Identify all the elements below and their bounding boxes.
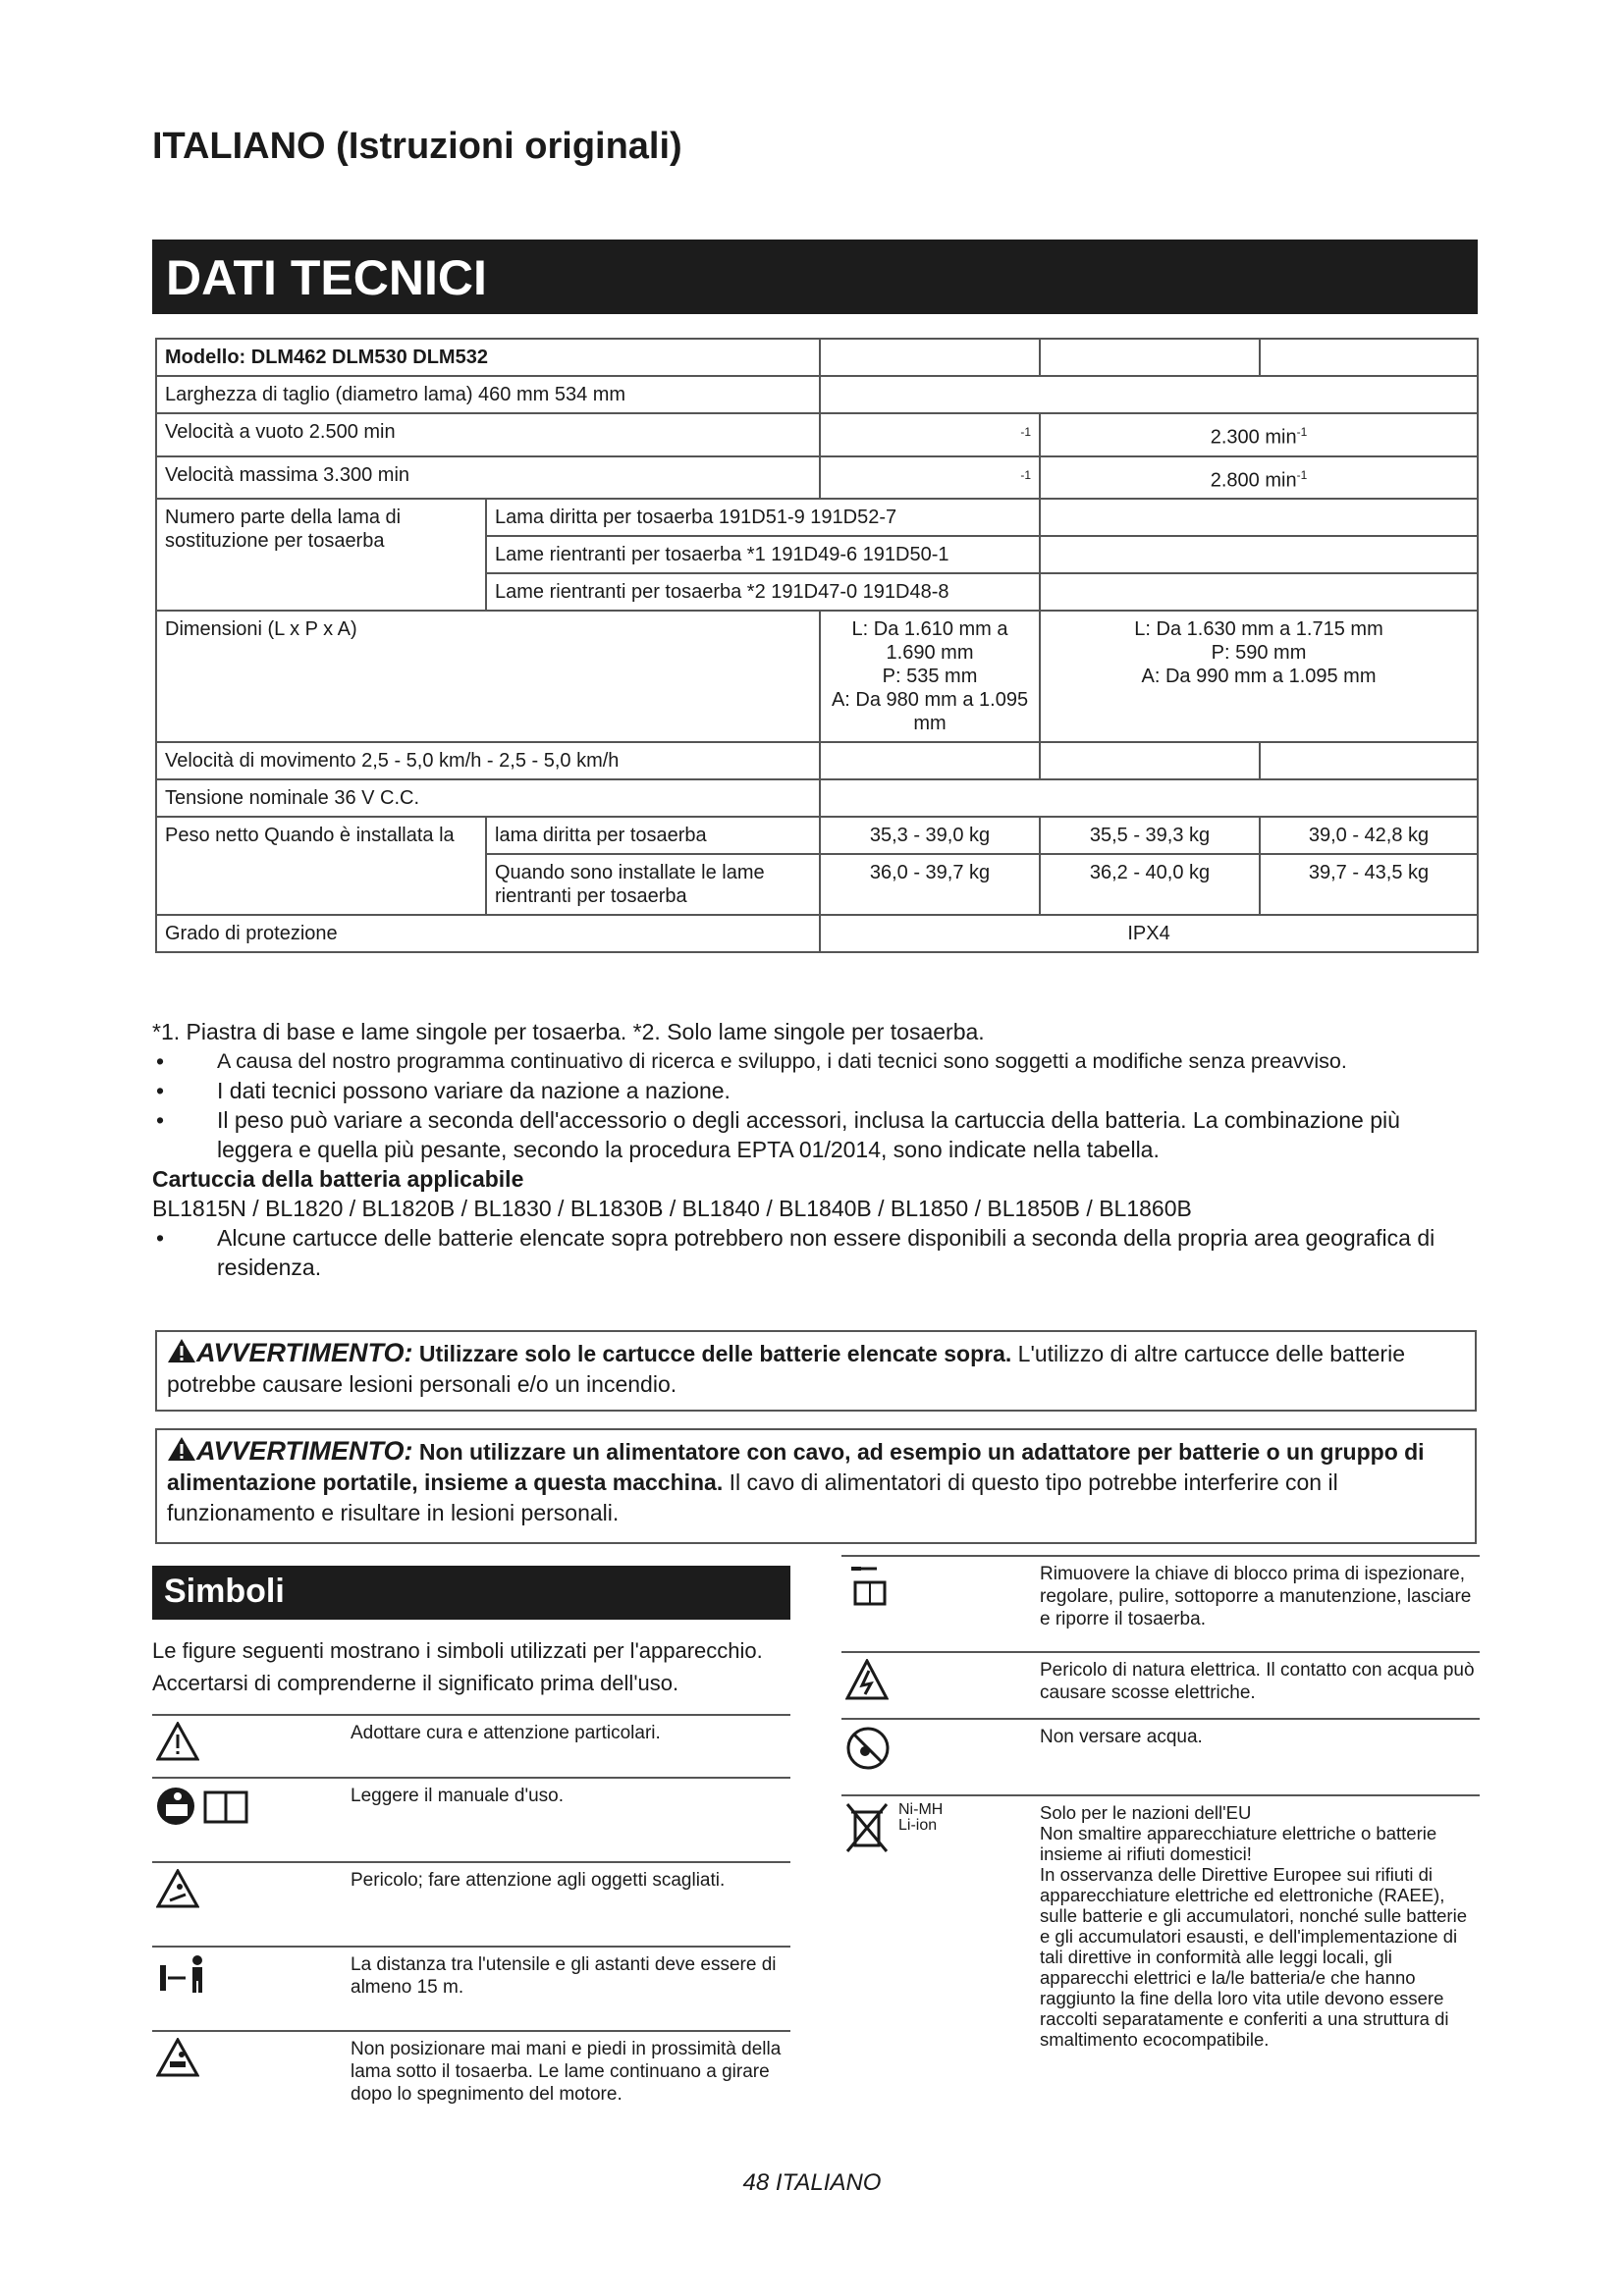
hand-foot-hazard-icon bbox=[152, 2031, 347, 2147]
max-speed: Velocità massima 3.300 min bbox=[156, 456, 820, 500]
bullet-3: • Il peso può variare a seconda dell'accessorio o degli accessori, inclusa la cartuccia della batteria. La combinazione più leggera e quella più pesante, secondo la procedura EPTA 01/2014, sono indicate nella tabella. bbox=[156, 1107, 1400, 1162]
weight-1-a: 35,3 - 39,0 kg bbox=[820, 817, 1040, 854]
no-load-sup: -1 bbox=[1020, 425, 1032, 439]
dim-b: L: Da 1.630 mm a 1.715 mm P: 590 mm A: Da 990 mm a 1.095 mm bbox=[1040, 611, 1478, 742]
warning-box-2: AVVERTIMENTO: Non utilizzare un alimentatore con cavo, ad esempio un adattatore per batterie o un gruppo di alimentazione portatile, insieme a questa macchina. Il cavo di alimentatori di questo tipo potrebbe interferire con il funzionamento e risultare in lesioni personali. bbox=[155, 1428, 1477, 1544]
read-manual-icon bbox=[152, 1778, 347, 1862]
weight-2-a: 36,0 - 39,7 kg bbox=[820, 854, 1040, 915]
no-load-speed-b: 2.300 min bbox=[1210, 426, 1297, 449]
symbol-desc-6: Rimuovere la chiave di blocco prima di ispezionare, regolare, pulire, sottoporre a manutenzione, lasciare e riporre il tosaerba. bbox=[1036, 1556, 1480, 1652]
electric-hazard-icon bbox=[841, 1652, 1036, 1719]
thrown-objects-icon bbox=[152, 1862, 347, 1947]
symbol-desc-1: Adottare cura e attenzione particolari. bbox=[347, 1715, 790, 1778]
max-speed-sup: -1 bbox=[1020, 467, 1032, 482]
symbol-desc-8: Non versare acqua. bbox=[1036, 1719, 1480, 1795]
spec-table bbox=[155, 338, 1479, 953]
sup-2: -1 bbox=[1296, 467, 1308, 482]
blade-3: Lame rientranti per tosaerba *2 191D47-0 191D48-8 bbox=[486, 573, 1040, 611]
bullet-2: • I dati tecnici possono variare da nazione a nazione. bbox=[156, 1078, 731, 1103]
symbol-desc-5: Non posizionare mai mani e piedi in prossimità della lama sotto il tosaerba. Le lame continuano a girare dopo lo spegnimento del motore. bbox=[347, 2031, 790, 2147]
symbols-right bbox=[841, 1555, 1480, 2145]
protection-label: Grado di protezione bbox=[156, 915, 820, 952]
footnote: *1. Piastra di base e lame singole per tosaerba. *2. Solo lame singole per tosaerba. bbox=[152, 1019, 985, 1044]
warning-box-1: AVVERTIMENTO: Utilizzare solo le cartucce delle batterie elencate sopra. L'utilizzo di altre cartucce delle batterie potrebbe causare lesioni personali e/o un incendio. bbox=[155, 1330, 1477, 1412]
lock-key-icon bbox=[841, 1556, 1036, 1652]
sup-1: -1 bbox=[1296, 425, 1308, 439]
page-title: ITALIANO (Istruzioni originali) bbox=[152, 126, 682, 167]
symbol-desc-7: Pericolo di natura elettrica. Il contatto con acqua può causare scosse elettriche. bbox=[1036, 1652, 1480, 1719]
weight-1-c: 39,0 - 42,8 kg bbox=[1260, 817, 1478, 854]
protection-value: IPX4 bbox=[820, 915, 1478, 952]
blade-2: Lame rientranti per tosaerba *1 191D49-6 191D50-1 bbox=[486, 536, 1040, 573]
notes bbox=[152, 1017, 1478, 1282]
voltage: Tensione nominale 36 V C.C. bbox=[156, 779, 820, 817]
no-load-speed: Velocità a vuoto 2.500 min bbox=[156, 413, 820, 456]
max-speed-b: 2.800 min bbox=[1210, 469, 1297, 492]
symbols-title: Simboli bbox=[152, 1566, 790, 1620]
caution-icon bbox=[152, 1715, 347, 1778]
nimh-label: Ni-MH bbox=[898, 1801, 944, 1818]
symbol-desc-2: Leggere il manuale d'uso. bbox=[347, 1778, 790, 1862]
travel-speed: Velocità di movimento 2,5 - 5,0 km/h - 2,5 - 5,0 km/h bbox=[156, 742, 820, 779]
symbol-desc-3: Pericolo; fare attenzione agli oggetti scagliati. bbox=[347, 1862, 790, 1947]
symbol-desc-9: Solo per le nazioni dell'EU Non smaltire apparecchiature elettriche o batterie insieme ai rifiuti domestici! In osservanza delle Direttive Europee sui rifiuti di apparecchiature elettriche ed elettroniche (RAEE), sulle batterie e gli accumulatori, nonché sulle batterie e gli accumulatori esausti, e dell'implementazione di tali direttive in conformità alle leggi locali, gli apparecchi elettrici e la/le batteria/e che hanno raggiunto la fine della loro vita utile devono essere raccolti separatamente e conferiti a una struttura di smaltimento ecocompatibile. bbox=[1036, 1795, 1480, 2145]
dim-a: L: Da 1.610 mm a 1.690 mm P: 535 mm A: Da 980 mm a 1.095 mm bbox=[820, 611, 1040, 742]
symbols-intro: Le figure seguenti mostrano i simboli utilizzati per l'apparecchio. Accertarsi di comprenderne il significato prima dell'uso. bbox=[152, 1638, 763, 1695]
bullet-4: • Alcune cartucce delle batterie elencate sopra potrebbero non essere disponibili a seconda della propria area geografica di residenza. bbox=[156, 1225, 1435, 1280]
battery-list: BL1815N / BL1820 / BL1820B / BL1830 / BL1830B / BL1840 / BL1840B / BL1850 / BL1850B / BL1860B bbox=[152, 1196, 1192, 1221]
no-water-icon bbox=[841, 1719, 1036, 1795]
cut-width: Larghezza di taglio (diametro lama) 460 mm 534 mm bbox=[156, 376, 820, 413]
bullet-1: • A causa del nostro programma continuativo di ricerca e sviluppo, i dati tecnici sono soggetti a modifiche senza preavviso. bbox=[156, 1048, 1347, 1074]
blade-label: Numero parte della lama di sostituzione per tosaerba bbox=[156, 499, 486, 611]
liion-label: Li-ion bbox=[898, 1817, 938, 1834]
model-row: Modello: DLM462 DLM530 DLM532 bbox=[156, 339, 820, 376]
safe-distance-icon bbox=[152, 1947, 347, 2031]
blade-1: Lama diritta per tosaerba 191D51-9 191D52-7 bbox=[486, 499, 1040, 536]
weight-2-b: 36,2 - 40,0 kg bbox=[1040, 854, 1260, 915]
page-footer: 48 ITALIANO bbox=[742, 2169, 882, 2196]
section-title: DATI TECNICI bbox=[152, 240, 1478, 314]
symbol-desc-4: La distanza tra l'utensile e gli astanti deve essere di almeno 15 m. bbox=[347, 1947, 790, 2031]
dim-label: Dimensioni (L x P x A) bbox=[156, 611, 820, 742]
weight-label: Peso netto Quando è installata la bbox=[156, 817, 486, 915]
weight-2-c: 39,7 - 43,5 kg bbox=[1260, 854, 1478, 915]
weee-bin-icon bbox=[841, 1795, 1036, 2145]
warning-triangle-icon bbox=[167, 1436, 196, 1462]
warning-triangle-icon bbox=[167, 1338, 196, 1363]
battery-heading: Cartuccia della batteria applicabile bbox=[152, 1166, 524, 1192]
weight-sub-1: lama diritta per tosaerba bbox=[486, 817, 820, 854]
weight-1-b: 35,5 - 39,3 kg bbox=[1040, 817, 1260, 854]
weight-sub-2: Quando sono installate le lame rientranti per tosaerba bbox=[486, 854, 820, 915]
symbols-left bbox=[152, 1714, 790, 2147]
